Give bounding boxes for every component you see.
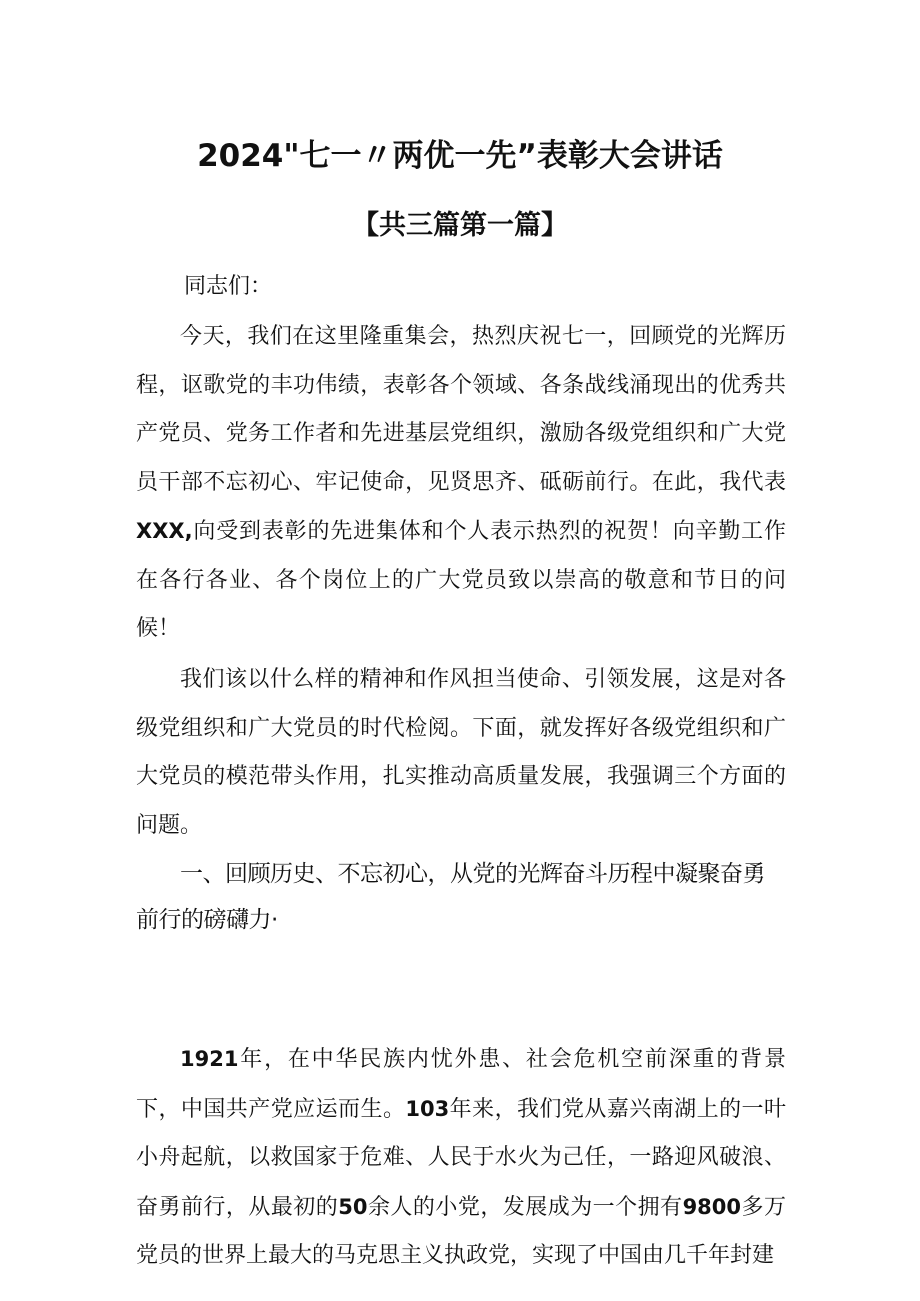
document-title: 2024"七一〃两优一先”表彰大会讲话 xyxy=(197,138,723,174)
year-number: 1921 xyxy=(180,1047,239,1071)
placeholder-name: XXX, xyxy=(136,519,193,543)
founding-members-number: 50 xyxy=(338,1194,368,1219)
paragraph-text: 今天，我们在这里隆重集会，热烈庆祝七一，回顾党的光辉历程，讴歌党的丰功伟绩，表彰各个领域、各条战线涌现出的优秀共产党员、党务工作者和先进基层党组织，激励各级党组织和广大党员干部不忘初心、牢记使命，见贤思齐、砥砺前行。在此，我代表 xyxy=(136,324,786,495)
paragraph-history xyxy=(136,1035,786,1281)
section-heading-1: 一、回顾历史、不忘初心，从党的光辉奋斗历程中凝聚奋勇前行的磅礴力· xyxy=(136,861,765,933)
years-number: 103 xyxy=(405,1096,450,1121)
paragraph-text: 多万党员的世界上最大的马克思主义执政党，实现了中国由几千年封建 xyxy=(136,1194,786,1268)
paragraph-text: 年，在中华民族内忧外患、社会危机空前深重的背景下，中国共产党应运而生。 xyxy=(136,1047,786,1122)
salutation: 同志们： xyxy=(184,274,273,299)
party-members-number: 9800 xyxy=(682,1194,742,1219)
paragraph-text: 余人的小党，发展成为一个拥有 xyxy=(367,1194,683,1220)
paragraph-intro: 我们该以什么样的精神和作风担当使命、引领发展，这是对各级党组织和广大党员的时代检阅。下面，就发挥好各级党组织和广大党员的模范带头作用，扎实推动高质量发展，我强调三个方面的问题。 xyxy=(136,667,786,838)
document-subtitle: 【共三篇第一篇】 xyxy=(352,210,568,241)
paragraph-text: 年来，我们党从嘉兴南湖上的一叶小舟起航，以救国家于危难、人民于水火为己任，一路迎风破浪、奋勇前行，从最初的 xyxy=(136,1096,786,1220)
paragraph-opening xyxy=(136,313,786,654)
paragraph-text: 向受到表彰的先进集体和个人表示热烈的祝贺！向辛勤工作在各行各业、各个岗位上的广大党员致以崇高的敬意和节日的问候！ xyxy=(136,519,786,641)
